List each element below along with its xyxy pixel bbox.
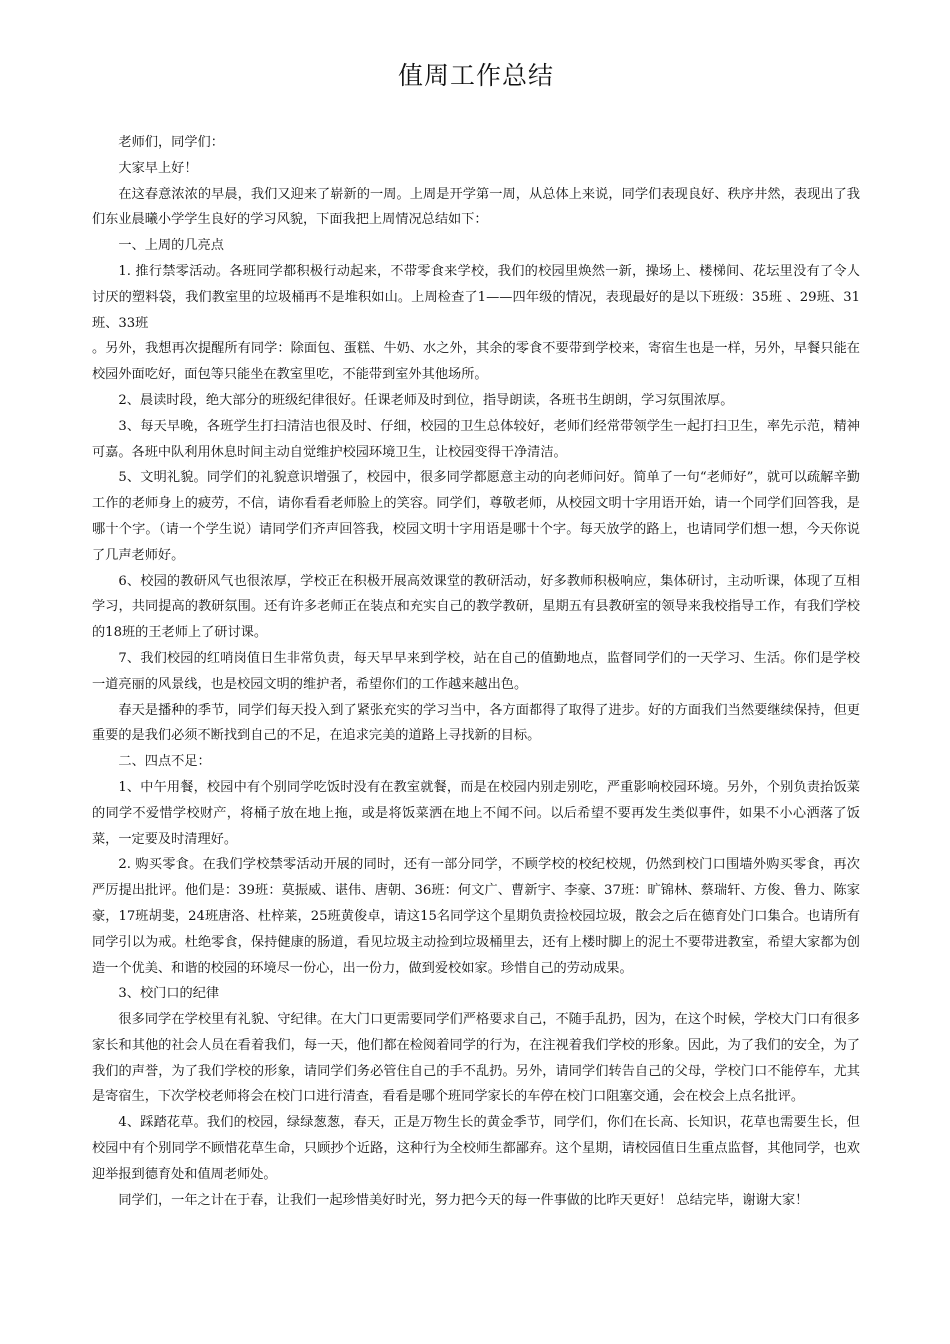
shortcoming-heading-3: 3、校门口的纪律	[118, 986, 220, 1002]
highlight-item-5: 5、文明礼貌。同学们的礼貌意识增强了，校园中，很多同学都愿意主动的向老师问好。简单了一句“老师好”，就可以疏解辛勤工作的老师身上的疲劳，不信，请你看看老师脸上的笑容。同学们，尊敬老师，从校园文明十字用语开始，请一个同学们回答我，是哪十个字。（请一个学生说）请同学们齐声回答我，校园文明十字用语是哪十个字。每天放学的路上，也请同学们想一想，今天你说了几声老师好。	[92, 470, 860, 563]
shortcoming-item-4: 4、踩踏花草。我们的校园，绿绿葱葱，春天，正是万物生长的黄金季节，同学们，你们在长高、长知识，花草也需要生长，但校园中有个别同学不顾惜花草生命，只顾抄个近路，这种行为全校师生都鄙弃。这个星期，请校园值日生重点监督，其他同学，也欢迎举报到德育处和值周老师处。	[92, 1115, 860, 1182]
section-heading-shortcomings: 二、四点不足：	[118, 754, 211, 770]
intro-paragraph: 在这春意浓浓的早晨，我们又迎来了崭新的一周。上周是开学第一周，从总体上来说，同学们表现良好、秩序井然，表现出了我们东业晨曦小学学生良好的学习风貌，下面我把上周情况总结如下：	[92, 186, 860, 228]
section-heading-highlights: 一、上周的几亮点	[118, 238, 224, 254]
spring-paragraph: 春天是播种的季节，同学们每天投入到了紧张充实的学习当中，各方面都得了取得了进步。好的方面我们当然要继续保持，但更重要的是我们必须不断找到自己的不足，在追求完美的道路上寻找新的目标。	[92, 702, 860, 744]
document-title: 值周工作总结	[397, 61, 554, 90]
highlight-item-3: 3、每天早晚，各班学生打扫清洁也很及时、仔细，校园的卫生总体较好，老师们经常带领学生一起打扫卫生，率先示范，精神可嘉。各班中队利用休息时间主动自觉维护校园环境卫生，让校园变得干净清洁。	[92, 418, 860, 460]
closing-paragraph: 同学们，一年之计在于春，让我们一起珍惜美好时光，努力把今天的每一件事做的比昨天更好！ 总结完毕，谢谢大家！	[118, 1192, 809, 1208]
highlight-item-6: 6、校园的教研风气也很浓厚，学校正在积极开展高效课堂的教研活动，好多教师积极响应，集体研讨，主动听课，体现了互相学习，共同提高的教研氛围。还有许多老师正在装点和充实自己的教学教研，星期五有县教研室的领导来我校指导工作，有我们学校的18班的王老师上了研讨课。	[92, 573, 860, 641]
shortcoming-item-1: 1、中午用餐，校园中有个别同学吃饭时没有在教室就餐，而是在校园内别走别吃，严重影响校园环境。另外，个别负责抬饭菜的同学不爱惜学校财产，将桶子放在地上拖，或是将饭菜洒在地上不闻不问。以后希望不要再发生类似事件，如果不小心洒落了饭菜，一定要及时清理好。	[92, 779, 860, 847]
highlight-item-1-continued: 。另外，我想再次提醒所有同学：除面包、蛋糕、牛奶、水之外，其余的零食不要带到学校来，寄宿生也是一样，另外，早餐只能在校园外面吃好，面包等只能坐在教室里吃，不能带到室外其他场所。	[92, 341, 860, 383]
shortcoming-item-2: 2. 购买零食。在我们学校禁零活动开展的同时，还有一部分同学，不顾学校的校纪校规，仍然到校门口围墙外购买零食，再次严厉提出批评。他们是：39班：莫振威、谌伟、唐朝、36班：何文广、曹新宇、李豪、37班：旷锦林、蔡瑞轩、方俊、鲁力、陈家豪，17班胡斐，24班唐洛、杜梓莱，25班黄俊卓，请这15名同学这个星期负责捡校园垃圾，散会之后在德育处门口集合。也请所有同学引以为戒。杜绝零食，保持健康的肠道，看见垃圾主动捡到垃圾桶里去，还有上楼时脚上的泥土不要带进教室，希望大家都为创造一个优美、和谐的校园的环境尽一份心，出一份力，做到爱校如家。珍惜自己的劳动成果。	[92, 857, 860, 976]
document-page	[92, 56, 860, 1213]
highlight-item-7: 7、我们校园的红哨岗值日生非常负责，每天早早来到学校，站在自己的值勤地点，监督同学们的一天学习、生活。你们是学校一道亮丽的风景线，也是校园文明的维护者，希望你们的工作越来越出色。	[92, 650, 860, 692]
highlight-item-2: 2、晨读时段，绝大部分的班级纪律很好。任课老师及时到位，指导朗读，各班书生朗朗，学习氛围浓厚。	[118, 392, 734, 408]
highlight-item-1: 1. 推行禁零活动。各班同学都积极行动起来，不带零食来学校，我们的校园里焕然一新，操场上、楼梯间、花坛里没有了令人讨厌的塑料袋，我们教室里的垃圾桶再不是堆积如山。上周检查了1——四年级的情况，表现最好的是以下班级：35班 、29班、31班、33班	[92, 263, 860, 331]
greeting-morning: 大家早上好！	[118, 160, 198, 176]
shortcoming-item-3: 很多同学在学校里有礼貌、守纪律。在大门口更需要同学们严格要求自己，不随手乱扔，因为，在这个时候，学校大门口有很多家长和其他的社会人员在看着我们，每一天，他们都在检阅着同学的行为，在注视着我们学校的形象。因此，为了我们的安全，为了我们的声誉，为了我们学校的形象，请同学们务必管住自己的手不乱扔。另外，请同学们转告自己的父母，学校门口不能停车，尤其是寄宿生，下次学校老师将会在校门口进行清查，看看是哪个班同学家长的车停在校门口阻塞交通，会在校会上点名批评。	[92, 1012, 860, 1105]
greeting-line: 老师们，同学们：	[118, 135, 224, 150]
